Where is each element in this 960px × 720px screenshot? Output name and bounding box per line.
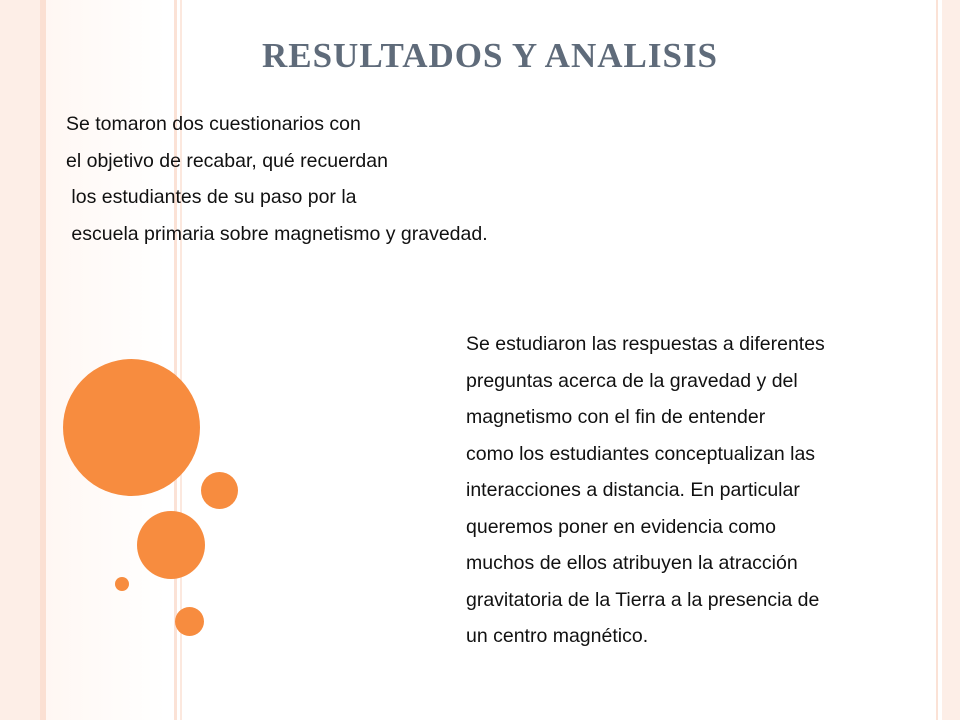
intro-paragraph: [66, 106, 488, 252]
intro-line: Se tomaron dos cuestionarios con: [66, 113, 361, 135]
decorative-circle-medium: [137, 511, 205, 579]
analysis-line: preguntas acerca de la gravedad y del: [466, 369, 798, 392]
intro-line: escuela primaria sobre magnetismo y gravedad.: [66, 222, 488, 245]
analysis-line: un centro magnético.: [466, 625, 649, 647]
decorative-circle-small: [201, 472, 238, 509]
decorative-circle-tiny: [115, 577, 129, 591]
analysis-paragraph: [466, 326, 825, 655]
analysis-line: como los estudiantes conceptualizan las: [466, 442, 816, 465]
decorative-circle-large: [63, 359, 200, 496]
background-stripe: [936, 0, 938, 720]
background-stripe: [942, 0, 960, 720]
analysis-line: muchos de ellos atribuyen la atracción: [466, 552, 798, 574]
analysis-line: gravitatoria de la Tierra a la presencia de: [466, 588, 820, 611]
intro-line: los estudiantes de su paso por la: [66, 186, 357, 208]
analysis-line: Se estudiaron las respuestas a diferentes: [466, 333, 825, 355]
analysis-line: magnetismo con el fin de entender: [466, 406, 766, 428]
background-stripe: [0, 0, 40, 720]
decorative-circle-small: [175, 607, 204, 636]
analysis-line: queremos poner en evidencia como: [466, 515, 777, 538]
intro-line: el objetivo de recabar, qué recuerdan: [66, 149, 388, 172]
analysis-line: interacciones a distancia. En particular: [466, 479, 800, 501]
slide-title: RESULTADOS Y ANALISIS: [261, 36, 719, 75]
